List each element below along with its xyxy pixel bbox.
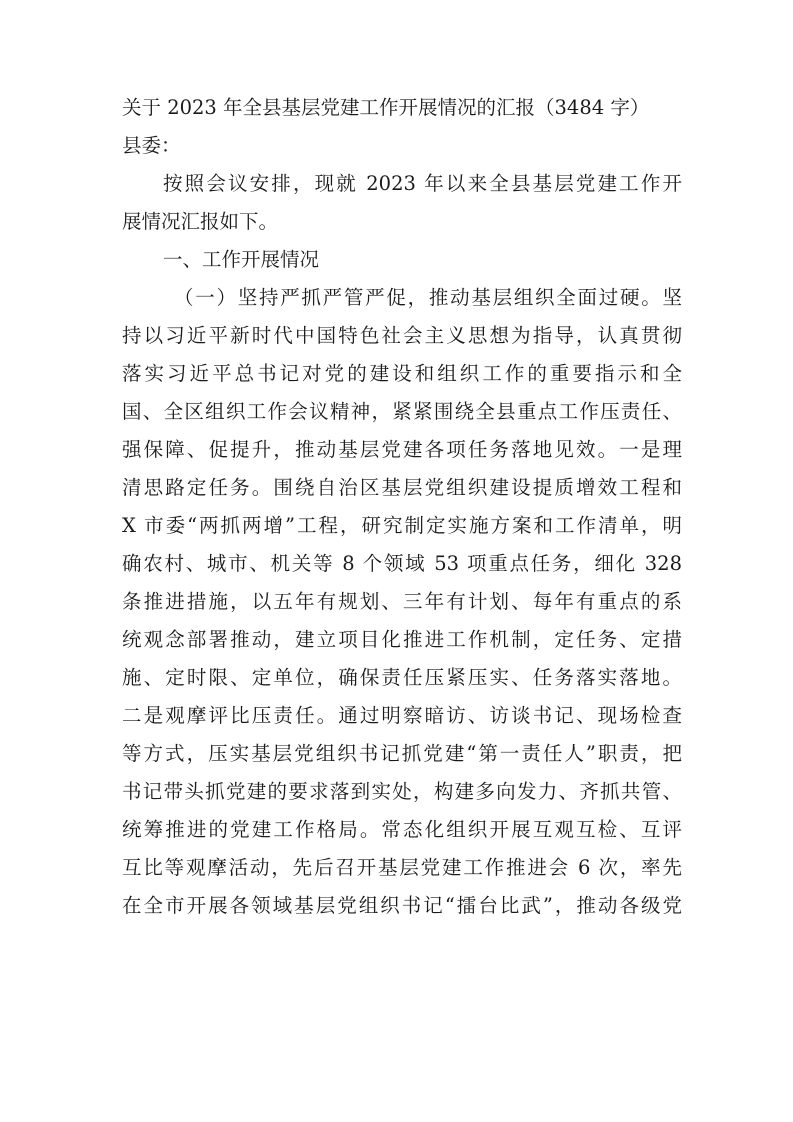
document-body	[122, 89, 682, 925]
paragraph-line: 确农村、城市、机关等 8 个领域 53 项重点任务，细化 328	[122, 552, 682, 575]
intro-line: 按照会议安排，现就 2023 年以来全县基层党建工作开	[163, 172, 682, 195]
paragraph-line: 互比等观摩活动，先后召开基层党建工作推进会 6 次，率先	[122, 856, 682, 879]
paragraph-line: 等方式，压实基层党组织书记抓党建“第一责任人”职责，把	[122, 742, 682, 765]
paragraph-line: 持以习近平新时代中国特色社会主义思想为指导，认真贯彻	[122, 324, 682, 347]
document-title: 关于 2023 年全县基层党建工作开展情况的汇报（3484 字）	[122, 96, 650, 119]
paragraph-line: 二是观摩评比压责任。通过明察暗访、访谈书记、现场检查	[122, 704, 682, 727]
section-heading: 一、工作开展情况	[163, 248, 320, 271]
paragraph-line: 在全市开展各领域基层党组织书记“擂台比武”，推动各级党	[122, 894, 682, 917]
paragraph-line: 书记带头抓党建的要求落到实处，构建多向发力、齐抓共管、	[122, 780, 682, 803]
paragraph-line: 落实习近平总书记对党的建设和组织工作的重要指示和全	[122, 362, 682, 385]
paragraph-line: 统观念部署推动，建立项目化推进工作机制，定任务、定措	[122, 628, 682, 651]
salutation: 县委：	[122, 134, 181, 157]
paragraph-line: 清思路定任务。围绕自治区基层党组织建设提质增效工程和	[122, 476, 682, 499]
paragraph-line: 强保障、促提升，推动基层党建各项任务落地见效。一是理	[122, 438, 682, 461]
paragraph-line: 统筹推进的党建工作格局。常态化组织开展互观互检、互评	[122, 818, 682, 841]
paragraph-line: （一）坚持严抓严管严促，推动基层组织全面过硬。坚	[174, 286, 682, 309]
paragraph-line: X 市委“两抓两增”工程，研究制定实施方案和工作清单，明	[122, 514, 682, 537]
paragraph-line: 施、定时限、定单位，确保责任压紧压实、任务落实落地。	[122, 666, 682, 689]
paragraph-line: 国、全区组织工作会议精神，紧紧围绕全县重点工作压责任、	[122, 400, 682, 423]
paragraph-line: 条推进措施，以五年有规划、三年有计划、每年有重点的系	[122, 590, 682, 613]
intro-line: 展情况汇报如下。	[122, 210, 279, 233]
